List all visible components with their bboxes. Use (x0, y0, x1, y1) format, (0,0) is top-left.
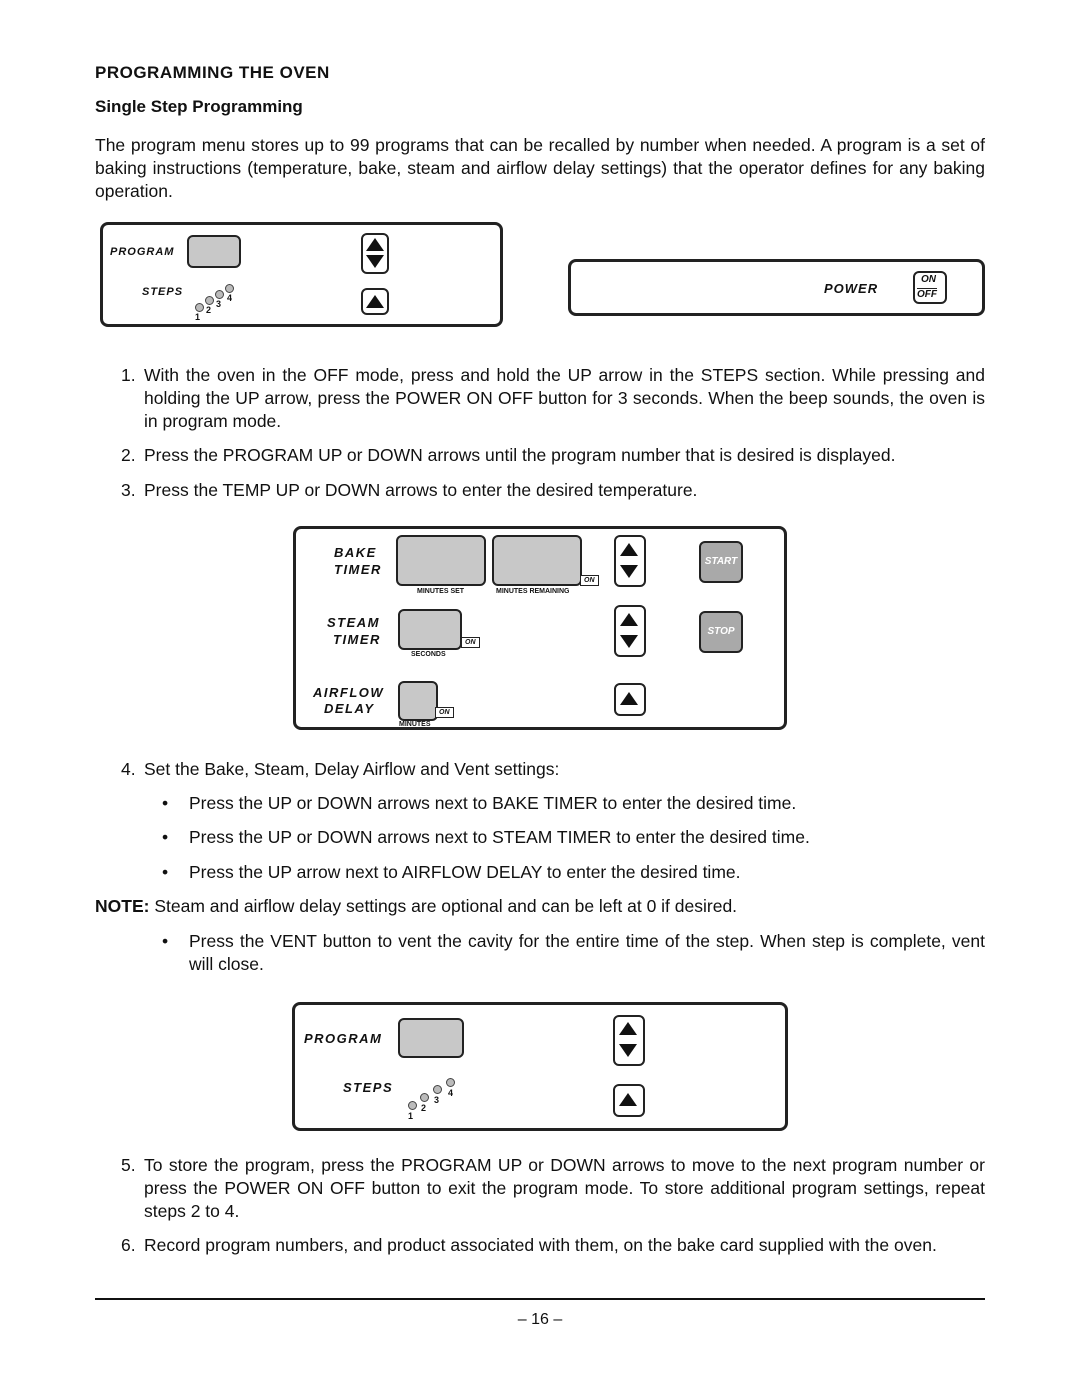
steps-label: STEPS (142, 286, 184, 298)
program-up-down-button[interactable] (361, 233, 389, 274)
note (95, 895, 985, 918)
step-number: 4. (121, 759, 136, 779)
minutes-set-label: MINUTES SET (417, 588, 465, 595)
arrow-down-icon (620, 565, 638, 578)
program-label: PROGRAM (110, 246, 175, 258)
airflow-label: AIRFLOW (313, 685, 385, 700)
minutes-label: MINUTES (399, 721, 431, 728)
program-up-down-button[interactable] (613, 1015, 645, 1066)
step-led-4 (446, 1078, 455, 1087)
step-led-3 (433, 1085, 442, 1094)
bullet-text: Press the UP or DOWN arrows next to STEAM TIMER to enter the desired time. (189, 827, 810, 847)
note-label: NOTE: (95, 896, 150, 916)
minutes-set-display (396, 535, 486, 586)
step-led-3 (215, 290, 224, 299)
program-steps-panel (100, 222, 503, 327)
step-text: Record program numbers, and product associated with them, on the bake card supplied with the oven. (144, 1235, 937, 1255)
page-number: – 16 – (517, 1311, 563, 1328)
step-text: With the oven in the OFF mode, press and hold the UP arrow in the STEPS section. While pressing and holding the UP arrow, press the POWER ON OFF button for 3 seconds. When the beep sounds, the oven is in program mode. (144, 365, 985, 431)
bake-label: BAKE (334, 545, 377, 560)
intro-paragraph: The program menu stores up to 99 programs that can be recalled by number when needed. A program is a set of baking instructions (temperature, bake, steam and airflow delay settings) that the operator defines for any baking operation. (95, 135, 985, 201)
power-off-label: OFF (917, 289, 937, 300)
step-led-1 (195, 303, 204, 312)
steam-label: STEAM (327, 615, 380, 630)
program-label: PROGRAM (304, 1031, 383, 1046)
airflow-up-button[interactable] (614, 683, 646, 716)
step-text: Press the TEMP UP or DOWN arrows to enter the desired temperature. (144, 480, 698, 500)
steps-label: STEPS (343, 1080, 394, 1095)
bullet-dot: • (162, 931, 169, 951)
step-led-2 (420, 1093, 429, 1102)
program-steps-panel-large (292, 1002, 788, 1131)
bullet-text: Press the UP arrow next to AIRFLOW DELAY to enter the desired time. (189, 862, 741, 882)
arrow-up-icon (366, 295, 384, 308)
delay-label: DELAY (324, 701, 375, 716)
program-display (398, 1018, 464, 1058)
arrow-down-icon (366, 255, 384, 268)
step-number: 1. (121, 365, 136, 385)
power-on-label: ON (921, 274, 936, 285)
arrow-up-icon (366, 238, 384, 251)
timer-panel (293, 526, 787, 730)
bake-on-indicator: ON (580, 575, 599, 586)
steps-up-button[interactable] (613, 1084, 645, 1117)
step-led-number-3: 3 (216, 299, 222, 309)
step-led-number-2: 2 (206, 305, 212, 315)
step-number: 6. (121, 1235, 136, 1255)
bake-timer-label: TIMER (334, 562, 382, 577)
step-led-2 (205, 296, 214, 305)
step-led-number-1: 1 (195, 312, 201, 322)
stop-button[interactable]: STOP (699, 611, 743, 653)
seconds-label: SECONDS (411, 651, 446, 658)
steam-on-indicator: ON (461, 637, 480, 648)
arrow-up-icon (619, 1093, 637, 1106)
arrow-up-icon (620, 543, 638, 556)
steps-up-button[interactable] (361, 288, 389, 315)
start-button[interactable]: START (699, 541, 743, 583)
step-number: 3. (121, 480, 136, 500)
steam-up-down-button[interactable] (614, 605, 646, 657)
arrow-up-icon (620, 613, 638, 626)
step-text: Press the PROGRAM UP or DOWN arrows until the program number that is desired is displayed. (144, 445, 896, 465)
step-text: Set the Bake, Steam, Delay Airflow and Vent settings: (144, 759, 560, 779)
step-number: 2. (121, 445, 136, 465)
step-number: 5. (121, 1155, 136, 1175)
program-display (187, 235, 241, 268)
bullet-text: Press the VENT button to vent the cavity for the entire time of the step. When step is complete, vent will close. (189, 931, 985, 974)
bullet-vent (162, 930, 985, 976)
step-led-number-2: 2 (421, 1103, 427, 1113)
steam-timer-label: TIMER (333, 632, 381, 647)
step-led-number-1: 1 (408, 1111, 414, 1121)
footer-rule (95, 1298, 985, 1300)
minutes-remaining-label: MINUTES REMAINING (496, 588, 570, 595)
step-led-number-4: 4 (448, 1088, 454, 1098)
note-text: Steam and airflow delay settings are optional and can be left at 0 if desired. (154, 896, 738, 916)
power-on-off-button[interactable] (913, 271, 947, 304)
step-led-number-3: 3 (434, 1095, 440, 1105)
arrow-up-icon (619, 1022, 637, 1035)
bullet-text: Press the UP or DOWN arrows next to BAKE TIMER to enter the desired time. (189, 793, 797, 813)
subsection-heading: Single Step Programming (95, 97, 303, 116)
step-led-number-4: 4 (227, 293, 233, 303)
seconds-display (398, 609, 462, 650)
step-text: To store the program, press the PROGRAM UP or DOWN arrows to move to the next program number or press the POWER ON OFF button to exit the program mode. To store additional program settings, repeat steps 2 to 4. (144, 1155, 985, 1221)
section-heading: PROGRAMMING THE OVEN (95, 63, 330, 82)
bullet-dot: • (162, 793, 169, 813)
step-led-1 (408, 1101, 417, 1110)
power-panel (568, 259, 985, 316)
arrow-down-icon (619, 1044, 637, 1057)
minutes-remaining-display (492, 535, 582, 586)
step-led-4 (225, 284, 234, 293)
arrow-up-icon (620, 692, 638, 705)
airflow-on-indicator: ON (435, 707, 454, 718)
bullet-dot: • (162, 862, 169, 882)
bullet-dot: • (162, 827, 169, 847)
airflow-minutes-display (398, 681, 438, 721)
bake-up-down-button[interactable] (614, 535, 646, 587)
power-label: POWER (824, 281, 879, 296)
arrow-down-icon (620, 635, 638, 648)
